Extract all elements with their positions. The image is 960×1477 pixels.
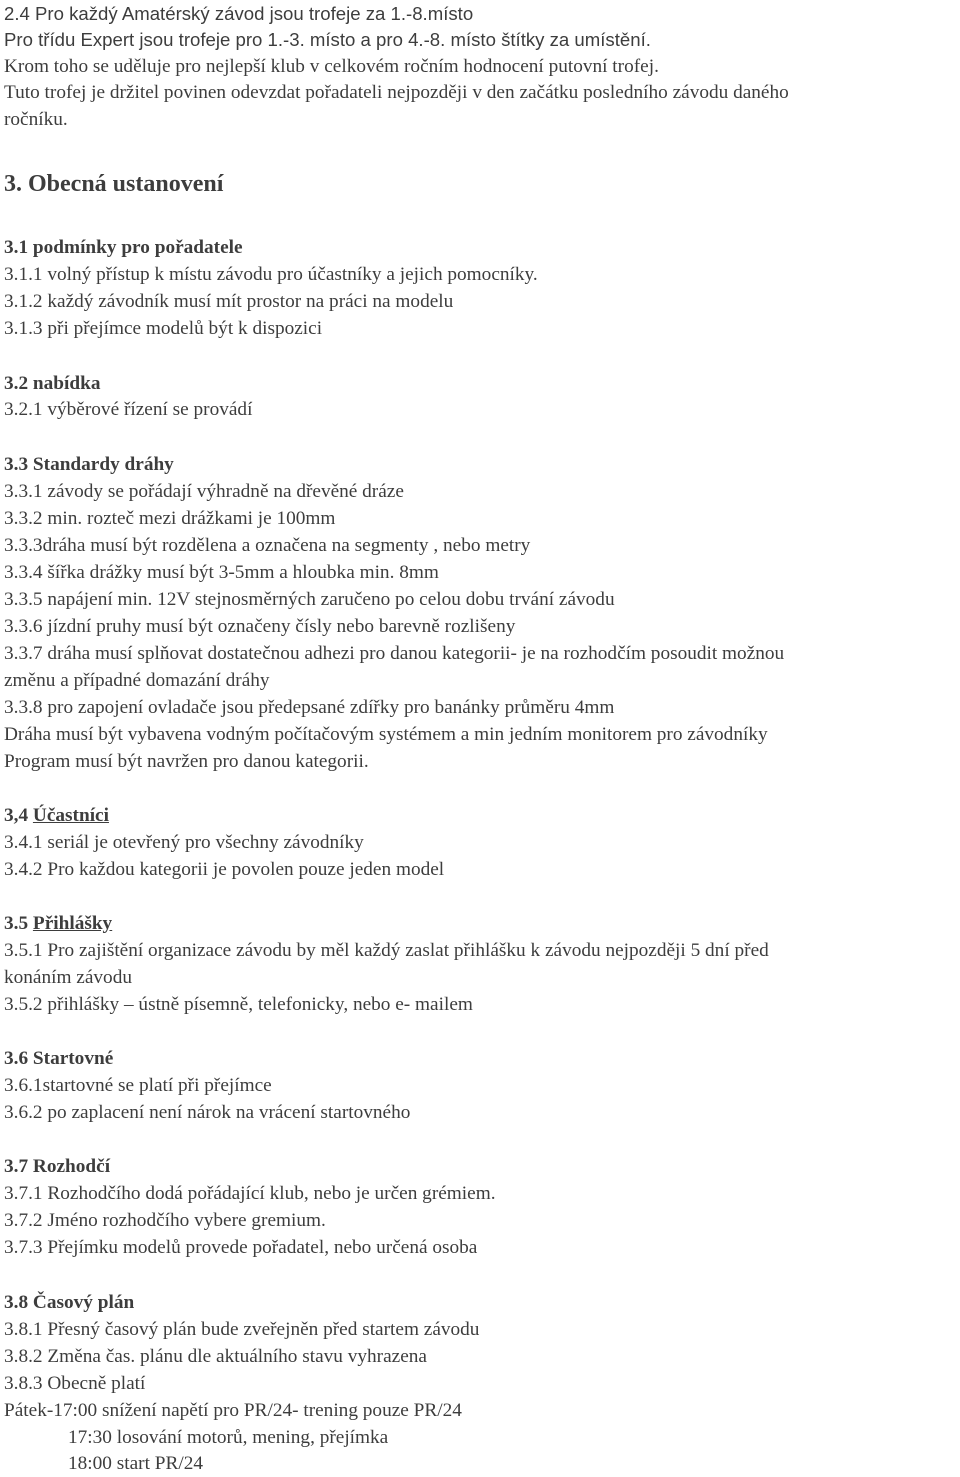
s35-item-1b: konáním závodu — [4, 967, 132, 988]
s31-item-3: 3.1.3 při přejímce modelů být k dispozici — [4, 318, 323, 339]
s35-heading-text: Přihlášky — [32, 913, 113, 934]
s33-item-4: 3.3.4 šířka drážky musí být 3-5mm a hloubka min. 8mm — [4, 562, 439, 583]
s38-item-1: 3.8.1 Přesný časový plán bude zveřejněn před startem závodu — [4, 1319, 480, 1340]
s31-item-1: 3.1.1 volný přístup k místu závodu pro účastníky a jejich pomocníky. — [4, 264, 538, 285]
section-3-title: 3. Obecná ustanovení — [4, 171, 224, 197]
intro-line-3: Krom toho se uděluje pro nejlepší klub v celkovém ročním hodnocení putovní trofej. — [4, 56, 659, 77]
s37-heading: 3.7 Rozhodčí — [4, 1156, 111, 1177]
s33-item-7b: změnu a případné domazání dráhy — [4, 670, 270, 691]
s33-para-2: Program musí být navržen pro danou kategorii. — [4, 751, 369, 772]
s32-heading: 3.2 nabídka — [4, 373, 101, 394]
s33-item-7a: 3.3.7 dráha musí splňovat dostatečnou adhezi pro danou kategorii- je na rozhodčím posoudit možnou — [4, 643, 785, 664]
s36-heading: 3.6 Startovné — [4, 1048, 114, 1069]
s33-item-5: 3.3.5 napájení min. 12V stejnosměrných zaručeno po celou dobu trvání závodu — [4, 589, 615, 610]
schedule-line-2: 17:30 losování motorů, mening, přejímka — [68, 1427, 389, 1448]
s35-heading — [4, 910, 112, 937]
s38-heading: 3.8 Časový plán — [4, 1292, 135, 1313]
s35-item-2: 3.5.2 přihlášky – ústně písemně, telefonicky, nebo e- mailem — [4, 994, 473, 1015]
s33-item-8: 3.3.8 pro zapojení ovladače jsou předepsané zdířky pro banánky průměru 4mm — [4, 697, 615, 718]
s33-item-1: 3.3.1 závody se pořádají výhradně na dřevěné dráze — [4, 481, 404, 502]
s35-item-1a: 3.5.1 Pro zajištění organizace závodu by měl každý zaslat přihlášku k závodu nejpozději 5 dní před — [4, 940, 769, 961]
s37-item-1: 3.7.1 Rozhodčího dodá pořádající klub, nebo je určen grémiem. — [4, 1183, 496, 1204]
s34-heading-text: Účastníci — [32, 805, 109, 826]
schedule-line-1: Pátek-17:00 snížení napětí pro PR/24- trening pouze PR/24 — [4, 1400, 462, 1421]
s37-item-2: 3.7.2 Jméno rozhodčího vybere gremium. — [4, 1210, 326, 1231]
intro-line-2: Pro třídu Expert jsou trofeje pro 1.-3. místo a pro 4.-8. místo štítky za umístění. — [4, 29, 651, 50]
s36-item-1: 3.6.1startovné se platí při přejímce — [4, 1075, 272, 1096]
s36-item-2: 3.6.2 po zaplacení není nárok na vrácení startovného — [4, 1102, 411, 1123]
intro-line-4: Tuto trofej je držitel povinen odevzdat pořadateli nejpozději v den začátku posledního závodu daného — [4, 82, 789, 103]
s33-item-6: 3.3.6 jízdní pruhy musí být označeny čísly nebo barevně rozlišeny — [4, 616, 516, 637]
s38-item-3: 3.8.3 Obecně platí — [4, 1373, 146, 1394]
intro-line-1: 2.4 Pro každý Amatérský závod jsou trofeje za 1.-8.místo — [4, 3, 474, 24]
s31-heading: 3.1 podmínky pro pořadatele — [4, 237, 243, 258]
schedule-line-3: 18:00 start PR/24 — [68, 1453, 203, 1474]
s38-item-2: 3.8.2 Změna čas. plánu dle aktuálního stavu vyhrazena — [4, 1346, 427, 1367]
s33-item-2: 3.3.2 min. rozteč mezi drážkami je 100mm — [4, 508, 336, 529]
s34-heading — [4, 802, 109, 829]
s33-para-1: Dráha musí být vybavena vodným počítačovým systémem a min jedním monitorem pro závodníky — [4, 724, 768, 745]
intro-line-5: ročníku. — [4, 109, 68, 130]
s34-item-2: 3.4.2 Pro každou kategorii je povolen pouze jeden model — [4, 859, 445, 880]
s32-item-1: 3.2.1 výběrové řízení se provádí — [4, 399, 253, 420]
s35-heading-num: 3.5 — [4, 913, 33, 934]
s37-item-3: 3.7.3 Přejímku modelů provede pořadatel, nebo určená osoba — [4, 1237, 478, 1258]
s33-item-3: 3.3.3dráha musí být rozdělena a označena na segmenty , nebo metry — [4, 535, 531, 556]
s34-heading-num: 3,4 — [4, 805, 33, 826]
s34-item-1: 3.4.1 seriál je otevřený pro všechny závodníky — [4, 832, 364, 853]
s33-heading: 3.3 Standardy dráhy — [4, 454, 174, 475]
s31-item-2: 3.1.2 každý závodník musí mít prostor na práci na modelu — [4, 291, 454, 312]
